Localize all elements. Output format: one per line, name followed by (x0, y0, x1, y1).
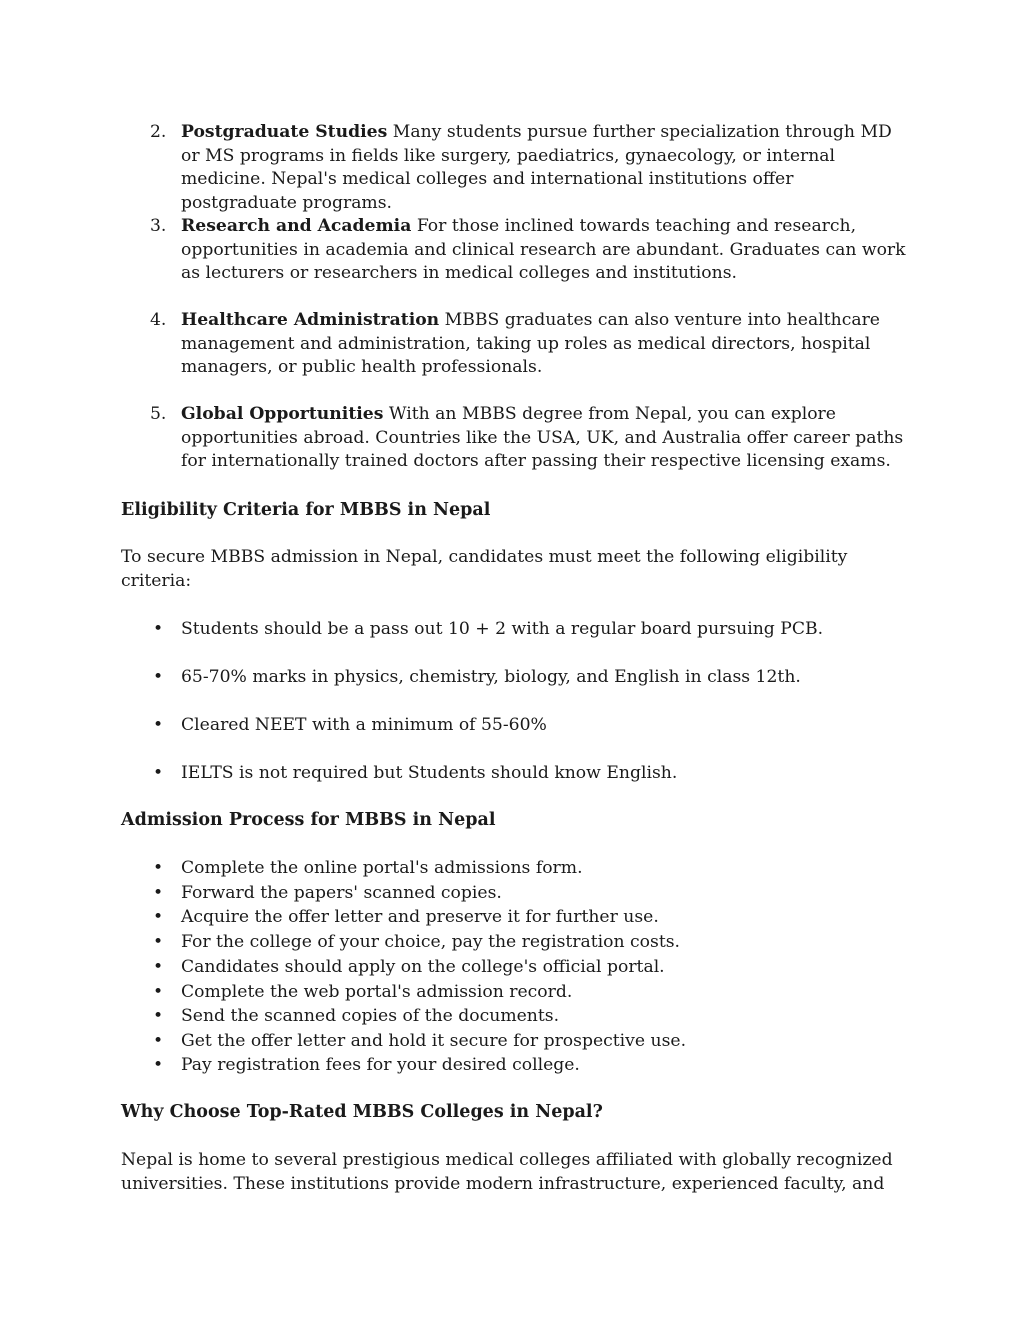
admission-bullet (121, 980, 911, 1004)
eligibility-heading: Eligibility Criteria for MBBS in Nepal (121, 500, 491, 520)
bullet-dot: • (153, 667, 164, 687)
bullet-text: Candidates should apply on the college's official portal. (181, 957, 665, 977)
why-choose-paragraph: Nepal is home to several prestigious medical colleges affiliated with globally recognized universities. These institutions provide modern infrastructure, experienced faculty, and (121, 1150, 893, 1194)
bullet-text: Complete the online portal's admissions form. (181, 858, 583, 878)
list-item-title: Postgraduate Studies (181, 122, 388, 142)
bullet-text: Pay registration fees for your desired college. (181, 1055, 580, 1075)
bullet-dot: • (153, 907, 164, 927)
bullet-text: IELTS is not required but Students should know English. (181, 763, 678, 783)
bullet-text: Forward the papers' scanned copies. (181, 883, 502, 903)
list-item-body (181, 309, 911, 380)
bullet-dot: • (153, 1055, 164, 1075)
list-item-body (181, 403, 911, 474)
bullet-dot: • (153, 619, 164, 639)
list-item-research-and-academia (121, 215, 911, 286)
list-item-healthcare-administration (121, 309, 911, 380)
list-item-text: For those inclined towards teaching and research, opportunities in academia and clinical research are abundant. Graduates can work as lecturers or researchers in medical colleges and institutions. (181, 216, 906, 283)
bullet-dot: • (153, 715, 164, 735)
admission-bullet (121, 856, 911, 880)
bullet-text: 65-70% marks in physics, chemistry, biology, and English in class 12th. (181, 667, 801, 687)
bullet-dot: • (153, 1006, 164, 1026)
bullet-text: Cleared NEET with a minimum of 55-60% (181, 715, 547, 735)
list-number: 5. (150, 404, 167, 424)
bullet-dot: • (153, 982, 164, 1002)
bullet-text: Complete the web portal's admission record. (181, 982, 573, 1002)
admission-heading: Admission Process for MBBS in Nepal (121, 810, 496, 830)
list-item-text: With an MBBS degree from Nepal, you can explore opportunities abroad. Countries like the USA, UK, and Australia offer career paths for internationally trained doctors after passing their respective licensing exams. (181, 404, 904, 471)
list-item-title: Global Opportunities (181, 404, 384, 424)
list-number: 4. (150, 310, 167, 330)
admission-bullet (121, 881, 911, 905)
eligibility-bullet (121, 713, 911, 737)
eligibility-bullet (121, 617, 911, 641)
eligibility-intro: To secure MBBS admission in Nepal, candidates must meet the following eligibility criteria: (121, 547, 848, 591)
admission-bullet (121, 1029, 911, 1053)
bullet-text: Send the scanned copies of the documents. (181, 1006, 560, 1026)
list-item-global-opportunities (121, 403, 911, 474)
bullet-dot: • (153, 858, 164, 878)
bullet-text: For the college of your choice, pay the registration costs. (181, 932, 681, 952)
admission-bullet (121, 905, 911, 929)
admission-bullet (121, 1053, 911, 1077)
list-item-body (181, 215, 911, 286)
list-item-title: Healthcare Administration (181, 310, 440, 330)
bullet-text: Acquire the offer letter and preserve it for further use. (181, 907, 659, 927)
eligibility-bullet (121, 761, 911, 785)
list-item-text: Many students pursue further specialization through MD or MS programs in fields like surgery, paediatrics, gynaecology, or internal medicine. Nepal's medical colleges and international institutions offer postgraduate programs. (181, 122, 892, 213)
list-item-text: MBBS graduates can also venture into healthcare management and administration, taking up roles as medical directors, hospital managers, or public health professionals. (181, 310, 880, 377)
bullet-text: Get the offer letter and hold it secure for prospective use. (181, 1031, 687, 1051)
list-number: 3. (150, 216, 167, 236)
bullet-dot: • (153, 957, 164, 977)
list-item-body (181, 121, 911, 215)
list-item-title: Research and Academia (181, 216, 412, 236)
admission-bullet (121, 955, 911, 979)
why-choose-heading: Why Choose Top-Rated MBBS Colleges in Nepal? (121, 1102, 603, 1122)
admission-bullet (121, 930, 911, 954)
eligibility-bullet (121, 665, 911, 689)
bullet-dot: • (153, 763, 164, 783)
bullet-dot: • (153, 1031, 164, 1051)
bullet-dot: • (153, 932, 164, 952)
bullet-dot: • (153, 883, 164, 903)
bullet-text: Students should be a pass out 10 + 2 with a regular board pursuing PCB. (181, 619, 824, 639)
list-number: 2. (150, 122, 167, 142)
admission-bullet (121, 1004, 911, 1028)
list-item-postgraduate-studies (121, 121, 911, 215)
